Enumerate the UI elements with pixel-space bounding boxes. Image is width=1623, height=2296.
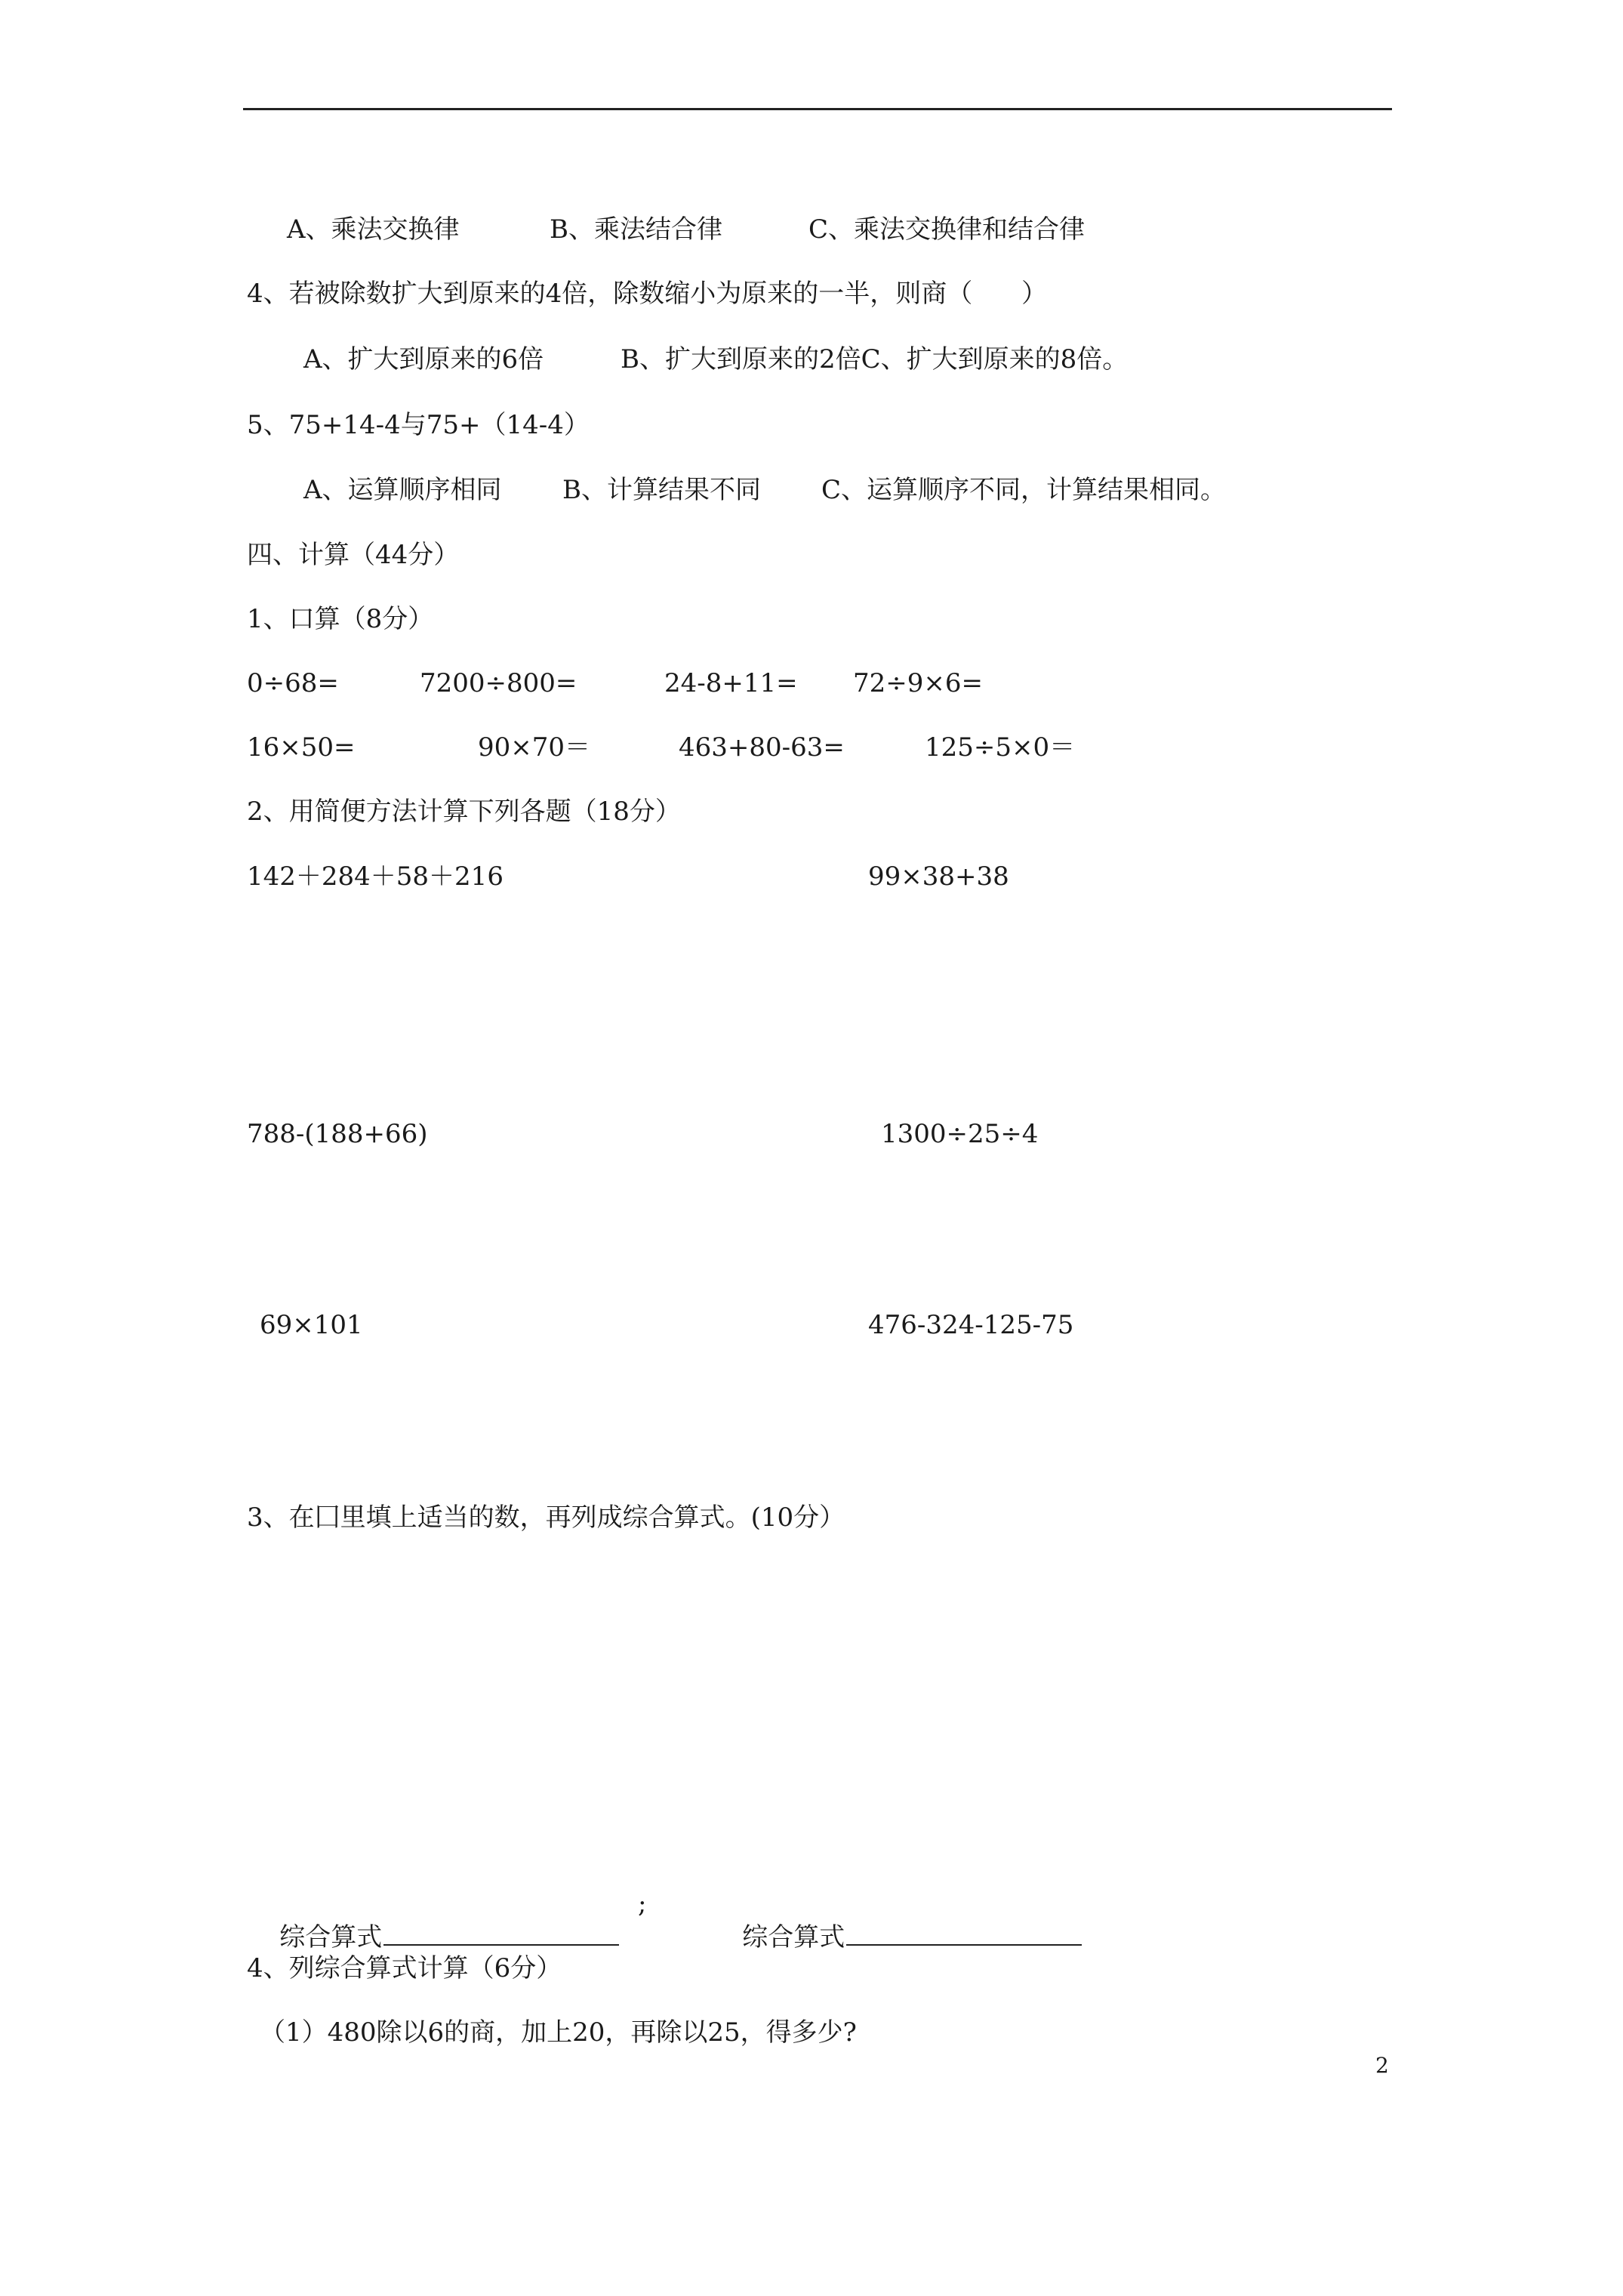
oral-title: 1、口算（8分） [247,604,434,634]
combined-formula-label: 综合算式 [742,1922,845,1952]
q5-option-c: C、运算顺序不同，计算结果相同。 [821,475,1227,505]
oral-item: 90×70＝ [478,732,591,763]
separator: ; [638,1889,647,1919]
combined-formula-label: 综合算式 [279,1922,383,1952]
oral-item: 72÷9×6= [853,668,983,698]
answer-blank[interactable] [846,1922,1082,1946]
simple-item: 69×101 [260,1310,363,1340]
oral-item: 16×50= [247,732,356,763]
q4-option-bc: B、扩大到原来的2倍C、扩大到原来的8倍。 [621,344,1129,374]
fill-title: 3、在囗里填上适当的数，再列成综合算式。(10分） [247,1502,845,1533]
header-rule [243,108,1392,110]
oral-item: 0÷68= [247,668,339,698]
combined-formula-right [710,1888,1082,1987]
oral-item: 7200÷800= [420,668,577,698]
q5-question: 5、75+14-4与75+（14-4） [247,410,590,440]
simple-title: 2、用简便方法计算下列各题（18分） [247,797,681,827]
simple-item: 476-324-125-75 [868,1310,1074,1340]
oral-item: 24-8+11= [664,668,798,698]
q4-option-a: A、扩大到原来的6倍 [303,344,544,374]
q4-question: 4、若被除数扩大到原来的4倍，除数缩小为原来的一半，则商（ ） [247,279,1048,309]
oral-item: 463+80-63= [679,732,845,763]
q3-option-c: C、乘法交换律和结合律 [808,214,1086,245]
simple-item: 1300÷25÷4 [881,1119,1039,1149]
simple-item: 788-(188+66) [247,1119,428,1149]
combined-title: 4、列综合算式计算（6分） [247,1953,562,1983]
page-number: 2 [1375,2053,1389,2078]
simple-item: 142＋284＋58＋216 [247,861,504,892]
combined-item: （1）480除以6的商，加上20，再除以25，得多少? [260,2017,857,2048]
simple-item: 99×38+38 [868,861,1009,892]
q5-option-b: B、计算结果不同 [562,475,761,505]
q3-option-b: B、乘法结合律 [550,214,722,245]
q3-option-a: A、乘法交换律 [287,214,460,245]
section4-title: 四、计算（44分） [247,540,460,570]
oral-item: 125÷5×0＝ [925,732,1076,763]
q5-option-a: A、运算顺序相同 [303,475,502,505]
answer-blank[interactable] [383,1922,619,1946]
